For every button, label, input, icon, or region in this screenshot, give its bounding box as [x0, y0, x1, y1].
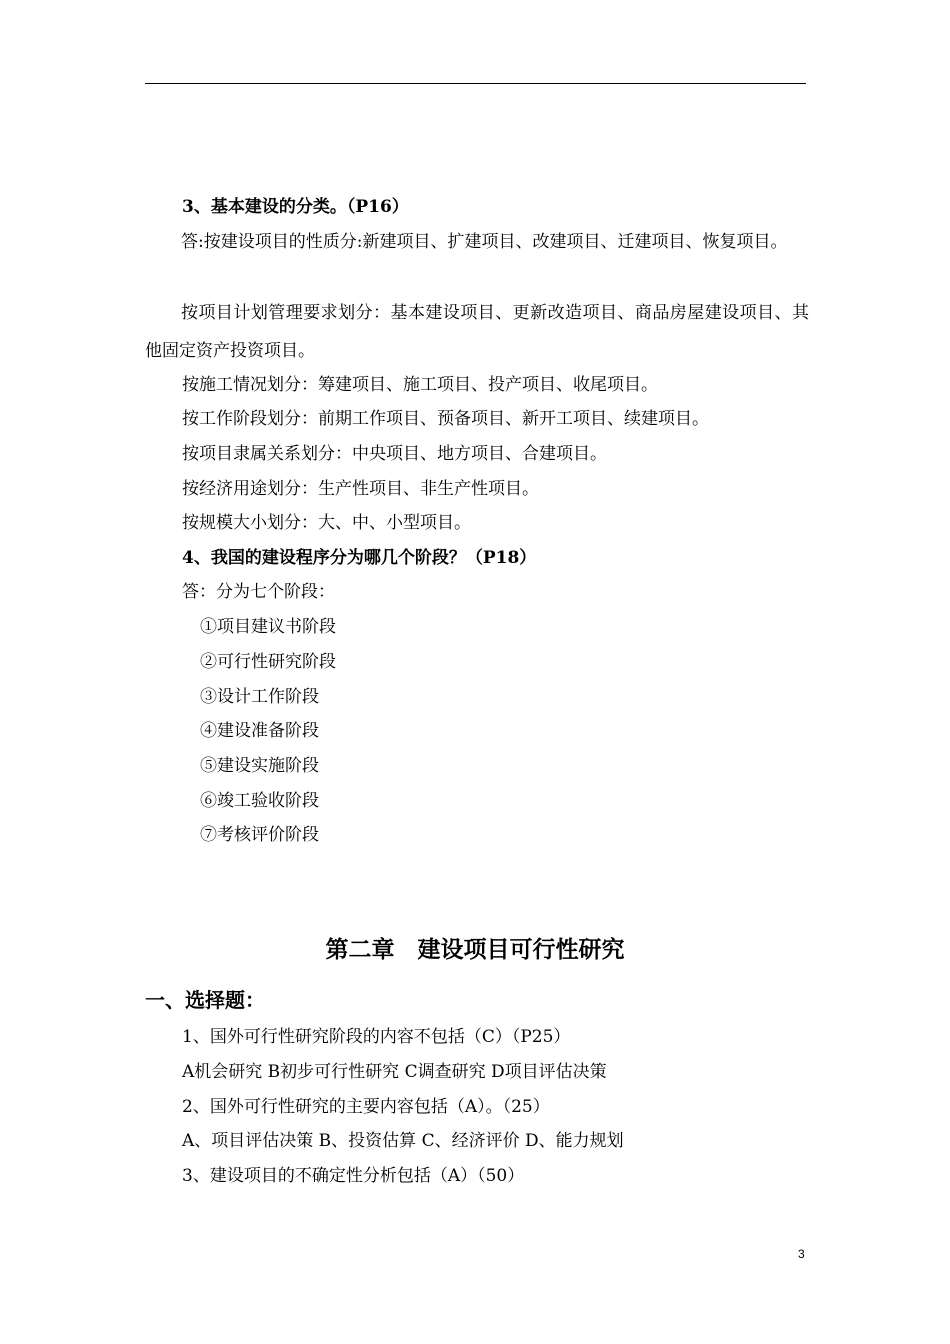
mc-question: 2、国外可行性研究的主要内容包括（A）。（25） [182, 1097, 550, 1117]
mc-options: A机会研究 B初步可行性研究 C调查研究 D项目评估决策 [182, 1062, 607, 1082]
answer-by-stage: 按工作阶段划分：前期工作项目、预备项目、新开工项目、续建项目。 [182, 409, 709, 429]
stage-item: ④建设准备阶段 [200, 721, 319, 741]
header-rule [145, 83, 806, 84]
answer-by-scale: 按规模大小划分：大、中、小型项目。 [182, 513, 471, 533]
answer-by-use: 按经济用途划分：生产性项目、非生产性项目。 [182, 479, 539, 499]
stage-item: ⑤建设实施阶段 [200, 756, 319, 776]
answer-by-nature: 答:按建设项目的性质分:新建项目、扩建项目、改建项目、迁建项目、恢复项目。 [181, 232, 788, 252]
answer-by-construction: 按施工情况划分：筹建项目、施工项目、投产项目、收尾项目。 [182, 375, 658, 395]
stage-item: ①项目建议书阶段 [200, 617, 336, 637]
mc-options: A、项目评估决策 B、投资估算 C、经济评价 D、能力规划 [182, 1131, 624, 1151]
stage-item: ③设计工作阶段 [200, 687, 319, 707]
chapter-title: 第二章 建设项目可行性研究 [325, 936, 625, 963]
question-4-title: 4、我国的建设程序分为哪几个阶段？（P18） [182, 548, 537, 568]
stage-item: ⑥竣工验收阶段 [200, 791, 319, 811]
answer-by-affiliation: 按项目隶属关系划分：中央项目、地方项目、合建项目。 [182, 444, 607, 464]
page-number: 3 [798, 1247, 805, 1261]
question-3-title: 3、基本建设的分类。（P16） [182, 197, 409, 217]
stage-item: ⑦考核评价阶段 [200, 825, 319, 845]
section-title: 一、选择题： [145, 988, 265, 1012]
answer-by-plan: 按项目计划管理要求划分：基本建设项目、更新改造项目、商品房屋建设项目、其他固定资产投资项目。 [145, 303, 809, 361]
question-4-answer: 答：分为七个阶段： [182, 582, 335, 602]
mc-question: 3、建设项目的不确定性分析包括（A）（50） [182, 1166, 525, 1186]
stage-item: ②可行性研究阶段 [200, 652, 336, 672]
mc-question: 1、国外可行性研究阶段的内容不包括（C）（P25） [182, 1027, 571, 1047]
